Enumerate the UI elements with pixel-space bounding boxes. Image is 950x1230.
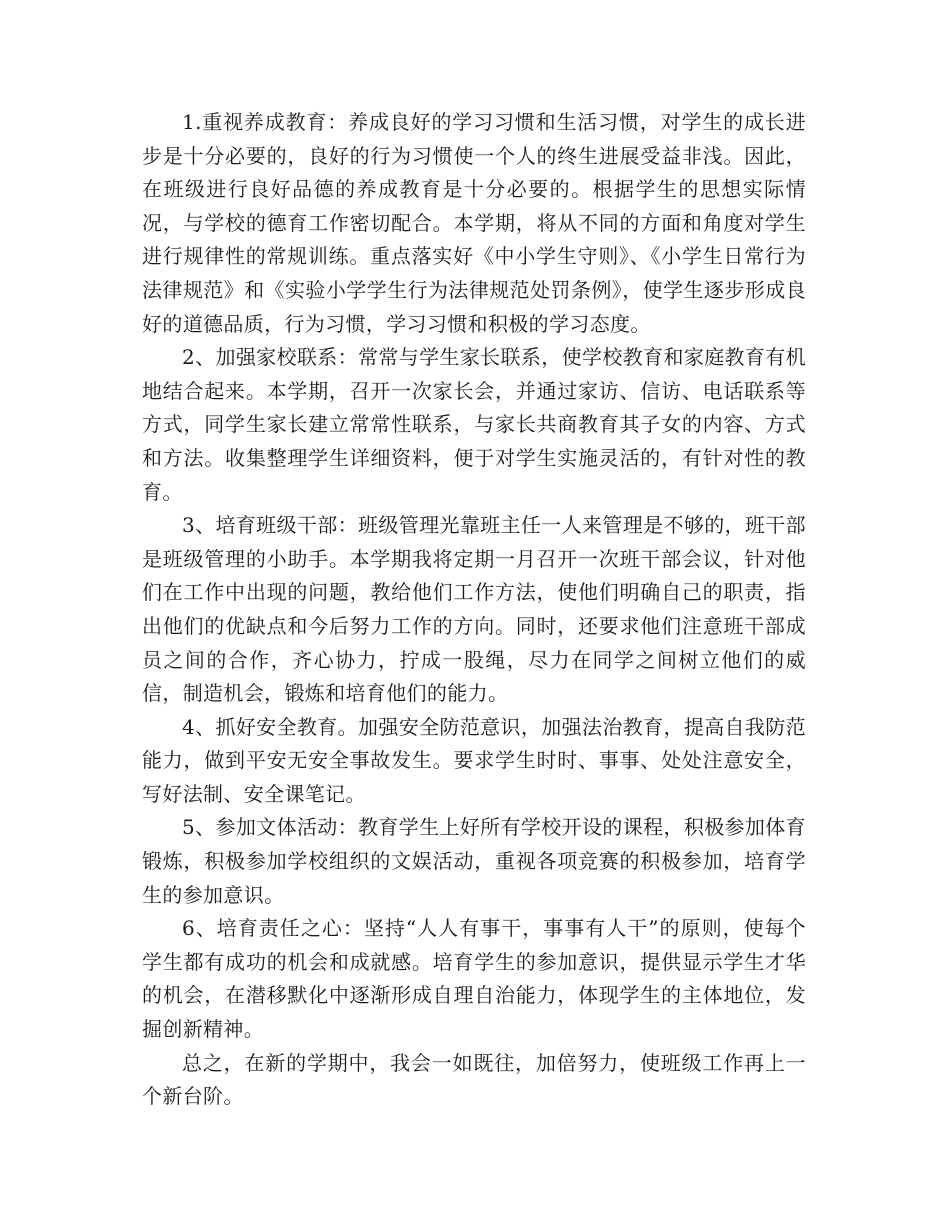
paragraph-habit-education: 1.重视养成教育：养成良好的学习习惯和生活习惯，对学生的成长进步是十分必要的，良好的行为习惯使一个人的终生进展受益非浅。因此，在班级进行良好品德的养成教育是十分必要的。根据学生的思想实际情况，与学校的德育工作密切配合。本学期，将从不同的方面和角度对学生进行规律性的常规训练。重点落实好《中小学生守则》、《小学生日常行为法律规范》和《实验小学学生行为法律规范处罚条例》，使学生逐步形成良好的道德品质，行为习惯，学习习惯和积极的学习态度。: [142, 110, 806, 336]
document-page: [142, 106, 806, 1114]
paragraph-responsibility: 6、培育责任之心：坚持“人人有事干，事事有人干”的原则，使每个学生都有成功的机会和成就感。培育学生的参加意识，提供显示学生才华的机会，在潜移默化中逐渐形成自理自治能力，体现学生的主体地位，发掘创新精神。: [142, 916, 806, 1042]
paragraph-safety-education: 4、抓好安全教育。加强安全防范意识，加强法治教育，提高自我防范能力，做到平安无安全事故发生。要求学生时时、事事、处处注意安全，写好法制、安全课笔记。: [142, 714, 806, 806]
paragraph-home-school-contact: 2、加强家校联系：常常与学生家长联系，使学校教育和家庭教育有机地结合起来。本学期，召开一次家长会，并通过家访、信访、电话联系等方式，同学生家长建立常常性联系，与家长共商教育其子女的内容、方式和方法。收集整理学生详细资料，便于对学生实施灵活的，有针对性的教育。: [142, 345, 806, 504]
paragraph-conclusion: 总之，在新的学期中，我会一如既往，加倍努力，使班级工作再上一个新台阶。: [142, 1050, 806, 1109]
paragraph-cultural-sports: 5、参加文体活动：教育学生上好所有学校开设的课程，积极参加体育锻炼，积极参加学校组织的文娱活动，重视各项竞赛的积极参加，培育学生的参加意识。: [142, 815, 806, 907]
paragraph-class-cadres: 3、培育班级干部：班级管理光靠班主任一人来管理是不够的，班干部是班级管理的小助手。本学期我将定期一月召开一次班干部会议，针对他们在工作中出现的问题，教给他们工作方法，使他们明确自己的职责，指出他们的优缺点和今后努力工作的方向。同时，还要求他们注意班干部成员之间的合作，齐心协力，拧成一股绳，尽力在同学之间树立他们的威信，制造机会，锻炼和培育他们的能力。: [142, 513, 806, 706]
